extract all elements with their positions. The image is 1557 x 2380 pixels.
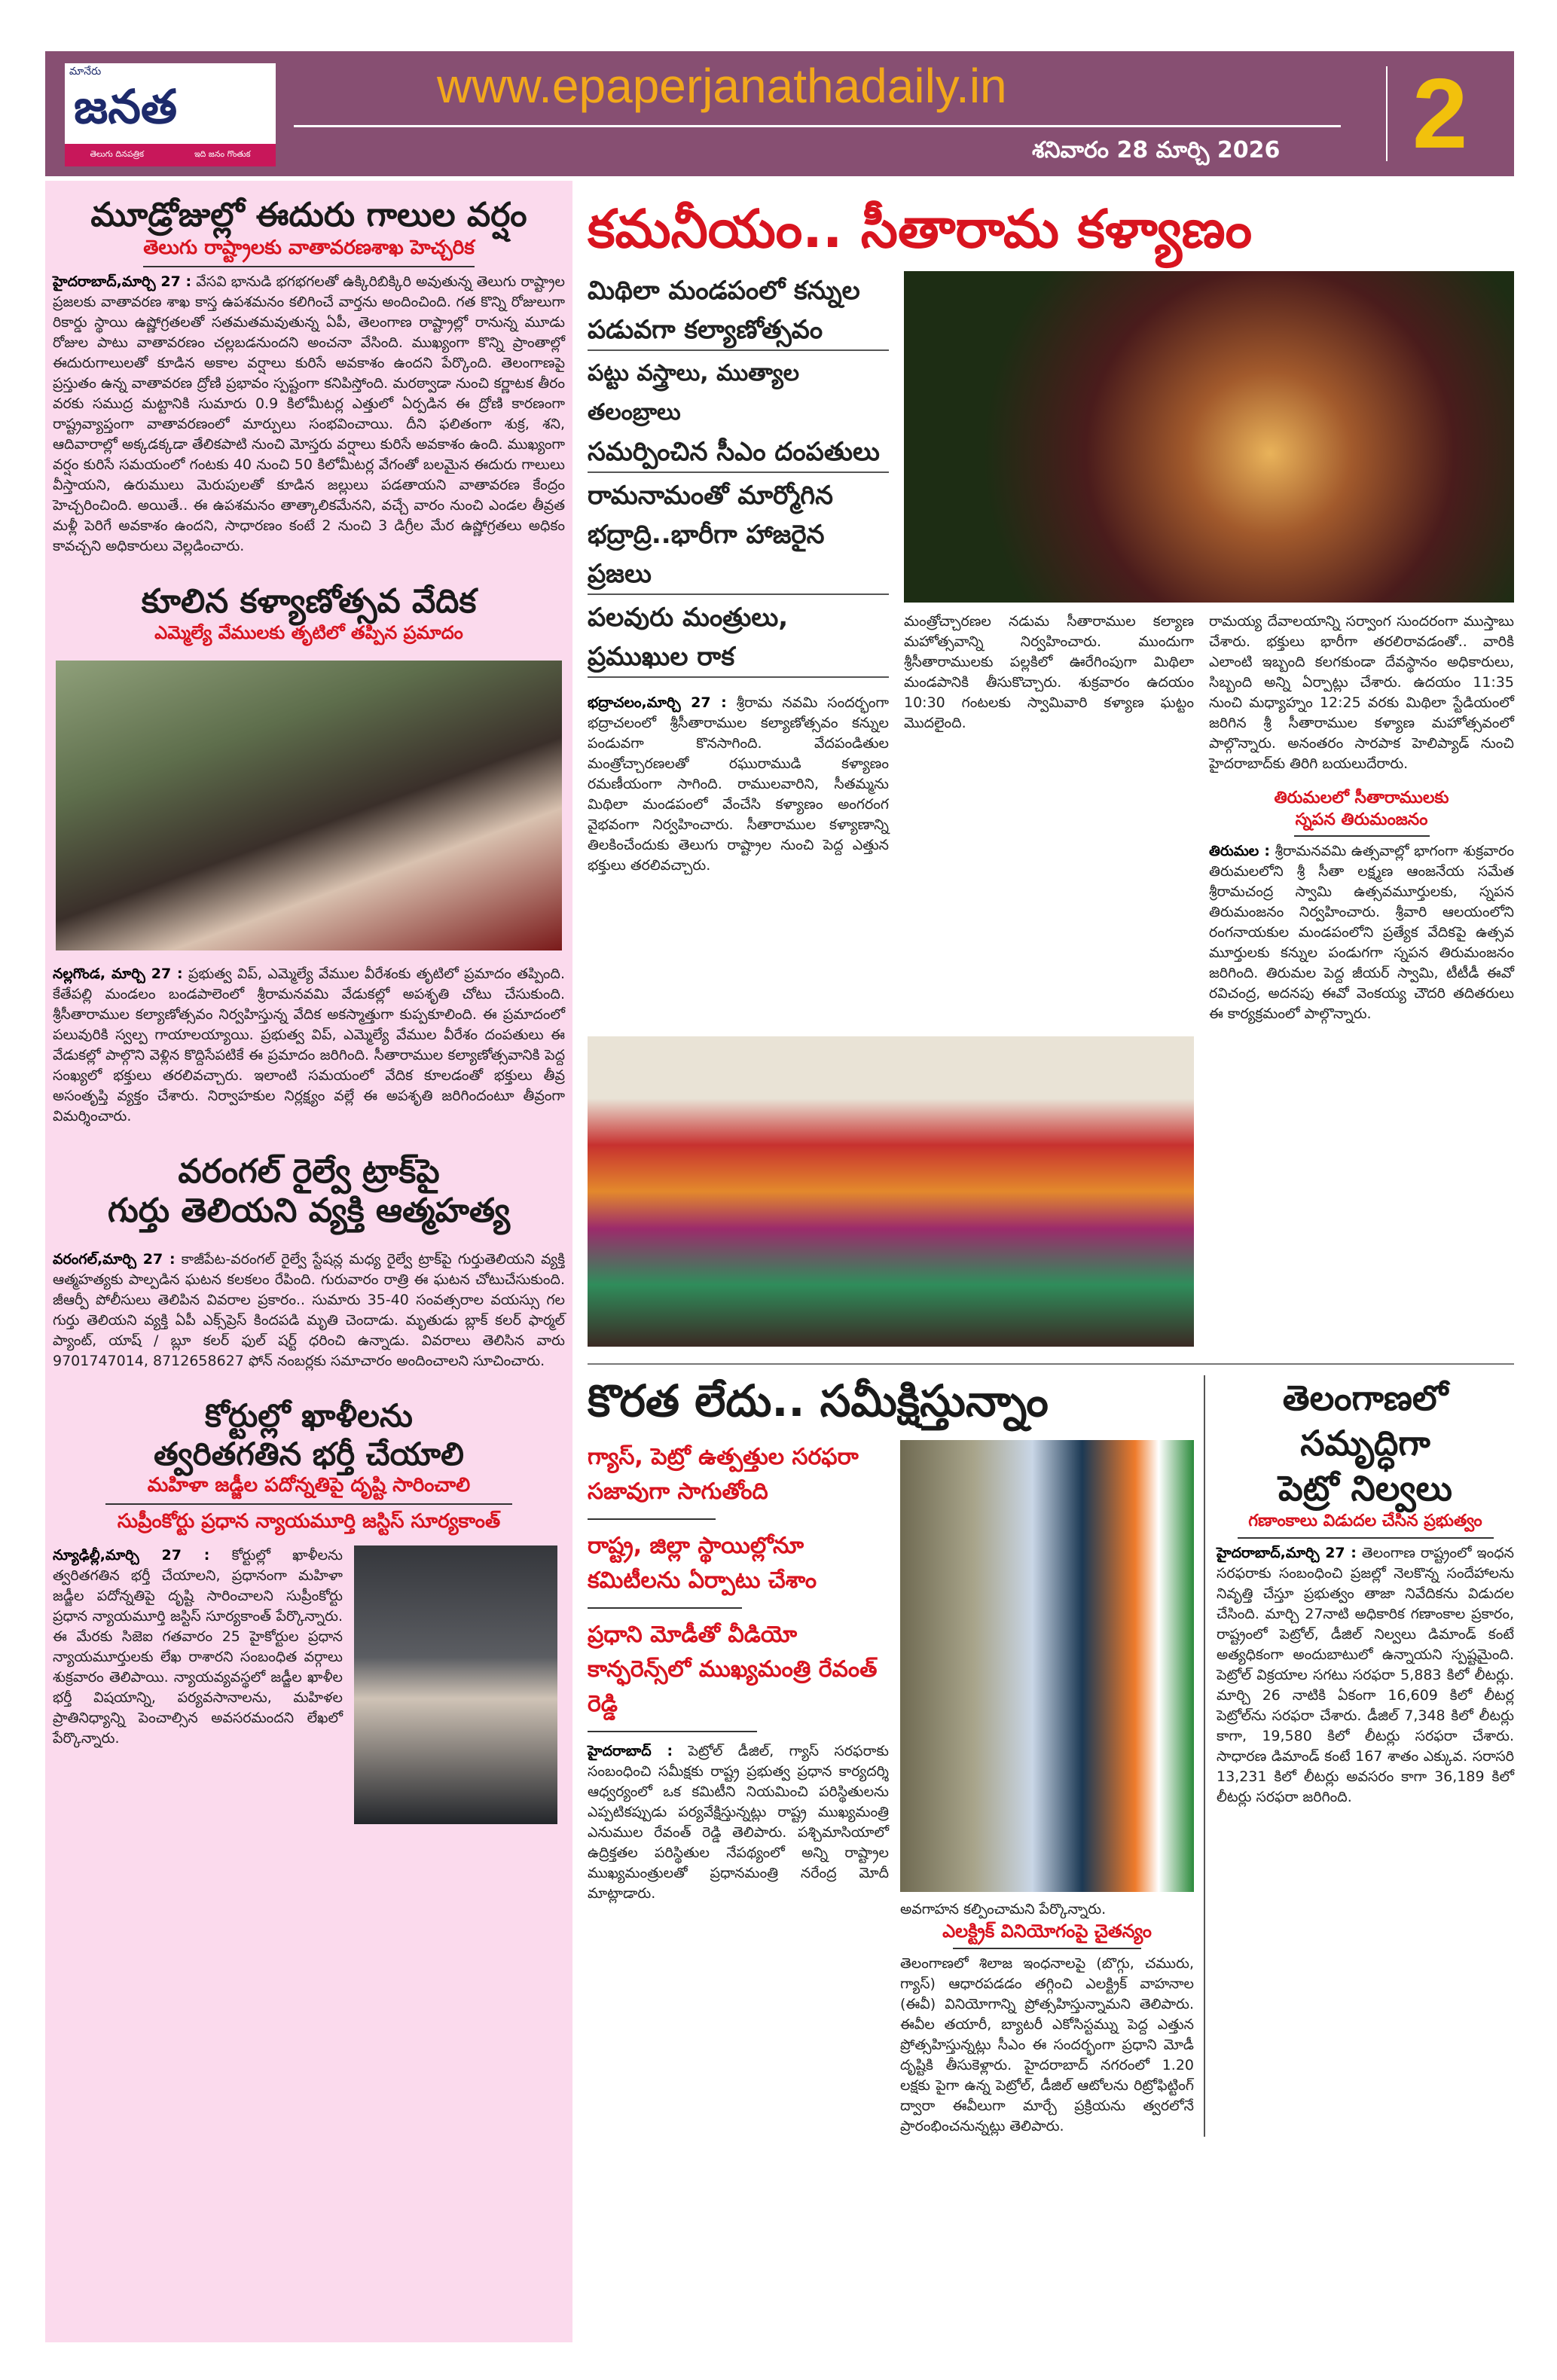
kalyanam-headline: కమనీయం.. సీతారామ కళ్యాణం [588,198,1253,260]
logo-text: జనత [74,79,178,134]
divider [588,1731,757,1732]
courts-content-row [53,1545,565,1824]
logo-prefix: మానేరు [69,66,102,78]
deck-line: సమర్పించిన సీఎం దంపతులు [588,432,889,473]
divider [105,1503,512,1505]
dateline: హైదరాబాద్,మార్చి 27 : [1217,1544,1357,1561]
railway-headline-line1: వరంగల్ రైల్వే ట్రాక్‌పై [178,1152,440,1191]
article-text: మంత్రోచ్చారణల నడుమ సీతారాముల కల్యాణ మహోత్సవాన్ని నిర్వహించారు. ముందుగా శ్రీసీతారాములకు పల్లకిలో ఊరేగింపుగా మిథిలా మండపానికి తీసుకొచ్చారు. శుక్రవారం ఉదయం 10:30 గంటలకు స్వామివారి కళ్యాణ ఘట్టం మొదలైంది. [904,613,1194,731]
weather-article [53,196,565,557]
logo-tagline-left: తెలుగు దినపత్రిక [90,149,144,159]
deck-line: భద్రాద్రి..భారీగా హాజరైన ప్రజలు [588,515,889,595]
dateline: హైదరాబాద్,మార్చి 27 : [53,273,192,290]
stage-collapse-photo [56,661,562,950]
tirumala-subhead-1: తిరుమలలో సీతారాములకు [1274,789,1449,807]
dateline: వరంగల్,మార్చి 27 : [53,1251,176,1268]
petro-subhead: గణాంకాలు విడుదల చేసిన ప్రభుత్వం [1248,1512,1482,1531]
fuel-decks [588,1440,889,1904]
fuel-ev-section [900,1440,1194,2137]
article-text: శ్రీరామనవమి ఉత్సవాల్లో భాగంగా శుక్రవారం తిరుమలలోని శ్రీ సీతా లక్ష్మణ ఆంజనేయ సమేత శ్రీరామచంద్ర స్వామి ఉత్సవమూర్తులకు, స్నపన తిరుమంజనం నిర్వహించారు. శ్రీవారి ఆలయంలోని రంగనాయకుల మండపంలోని ప్రత్యేక వేదికపై ఉత్సవ మూర్తులకు కన్నుల పండుగగా స్నపన తిరుమంజనం జరిగింది. తిరుమల పెద్ద జీయర్ స్వామి, టీటీడీ ఈవో రవిచంద్ర, అదనపు ఈవో వెంకయ్య చౌదరి తదితరులు ఈ కార్యక్రమంలో పాల్గొన్నారు. [1209,843,1514,1023]
deck-line: పలవురు మంత్రులు, ప్రముఖుల రాక [588,598,889,678]
article-text: వేసవి భానుడి భగభగలతో ఉక్కిరిబిక్కిరి అవుతున్న తెలుగు రాష్ట్రాల ప్రజలకు వాతావరణ శాఖ కాస్త ఉపశమనం కలిగించే వార్తను అందించింది. గత కొన్ని రోజులుగా రికార్డు స్థాయి ఉష్ణోగ్రతలతో సతమతమవుతున్న ఏపీ, తెలంగాణ రాష్ట్రాల్లో రానున్న మూడు రోజుల పాటు వాతావరణం చల్లబడనుందని అంచనా వేసింది. ముఖ్యంగా కొన్ని ప్రాంతాల్లో ఈదురుగాలులతో కూడిన అకాల వర్షాలు కురిసే అవకాశం ఉందని పేర్కొంది. తెలంగాణపై ప్రస్తుతం ఉన్న వాతావరణ ద్రోణి ప్రభావం స్పష్టంగా కనిపిస్తోంది. మరఠ్వాడా నుంచి కర్ణాటక తీరం వరకు సముద్ర మట్టానికి సుమారు 0.9 కిలోమీటర్ల ఎత్తులో ఏర్పడిన ఈ ద్రోణి కారణంగా రాష్ట్రవ్యాప్తంగా వాతావరణంలో మార్పులు సంభవించాయి. దీని ఫలితంగా శుక్ర, శని, ఆదివారాల్లో అక్కడక్కడా తేలికపాటి నుంచి మోస్తరు వర్షాలు కురిసే అవకాశం ఉంది. ముఖ్యంగా వర్షం కురిసే సమయంలో గంటకు 40 నుంచి 50 కిలోమీటర్ల వేగంతో బలమైన ఈదురు గాలులు వీస్తాయని, ఉరుములు మెరుపులతో కూడిన జల్లులు పడతాయని వాతావరణ కేంద్రం హెచ్చరించింది. అయితే.. ఈ ఉపశమనం తాత్కాలికమేనని, వచ్చే వారం నుంచి ఎండల తీవ్రత మళ్లీ పెరిగే అవకాశం ఉందని, సాధారణం కంటే 2 నుంచి 3 డిగ్రీల మేర ఉష్ణోగ్రతలు అధికం కావచ్చని అధికారులు వెల్లడించారు. [53,273,565,554]
masthead [45,51,1514,176]
divider [1294,835,1430,837]
courts-subhead-1: మహిళా జడ్జీల పదోన్నతిపై దృష్టి సారించాలి [147,1473,471,1497]
divider [143,266,475,267]
article-text: రామయ్య దేవాలయాన్ని సర్వాంగ సుందరంగా ముస్తాబు చేశారు. భక్తులు భారీగా తరలిరావడంతో.. వారికి ఎలాంటి ఇబ్బంది కలగకుండా దేవస్థానం అధికారులు, సిబ్బంది అన్ని ఏర్పాట్లు చేశారు. ఉదయం 11:35 నుంచి మధ్యాహ్నం 12:25 వరకు మిథిలా స్టేడియంలో జరిగిన శ్రీ సీతారాముల కళ్యాణ మహోత్సవంలో పాల్గొన్నారు. అనంతరం సారపాక హెలిప్యాడ్ నుంచి హైదరాబాద్‌కు తిరిగి బయలుదేరారు. [1209,613,1514,772]
logo-tagline-strip [65,144,276,166]
tirumala-body [1209,841,1514,1024]
section-divider [588,1363,1514,1365]
stage-collapse-article [53,582,565,1127]
collapse-headline: కూలిన కళ్యాణోత్సవ వేదిక [141,581,477,621]
fuel-deck-2: రాష్ట్ర, జిల్లా స్థాయిల్లోనూ కమిటీలను ఏర్పాటు చేశాం [588,1532,817,1594]
courts-subhead-2: సుప్రీంకోర్టు ప్రధాన న్యాయమూర్తి జస్టిస్ సూర్యకాంత్ [117,1509,501,1533]
kalyanam-body-right [1209,612,1514,774]
tirumala-subhead-2: స్నపన తిరుమంజనం [1295,810,1428,829]
masthead-vertical-divider [1386,66,1388,161]
ev-body [900,1954,1194,2137]
railway-body [53,1250,565,1372]
newspaper-logo [65,63,276,166]
fuel-deck-3: ప్రధాని మోడీతో వీడియో కాన్ఫరెన్స్‌లో ముఖ్యమంత్రి రేవంత్ రెడ్డి [588,1621,878,1717]
kalyanam-body-continued [904,612,1194,734]
deck-line: రామనామంతో మార్మోగిన [588,481,833,511]
article-text: ప్రభుత్వ విప్, ఎమ్మెల్యే వేముల వీరేశంకు తృటిలో ప్రమాదం తప్పింది. కేతేపల్లి మండలం బండపాలెంలో శ్రీరామనవమి వేడుకల్లో అపశృతి చోటు చేసుకుంది. శ్రీసీతారాముల కల్యాణోత్సవం నిర్వహిస్తున్న వేదిక అకస్మాత్తుగా కుప్పకూలింది. ఈ ప్రమాదంలో పలువురికి స్వల్ప గాయాలయ్యాయి. ప్రభుత్వ విప్, ఎమ్మెల్యే వేముల వీరేశం దంపతులు ఈ వేడుకల్లో పాల్గొని వెళ్లిన కొద్దిసేపటికే ఈ ప్రమాదం జరిగింది. సీతారాముల కల్యాణోత్సవానికి పెద్ద సంఖ్యలో భక్తులు తరలివచ్చారు. ఇలాంటి సమయంలో వేదిక కూలడంతో భక్తులు తీవ్ర అసంతృప్తి వ్యక్తం చేశారు. నిర్వాహకుల నిర్లక్ష్యం వల్లే ఈ అపశృతి జరిగిందంటూ తీవ్రంగా విమర్శించారు. [53,965,566,1124]
railway-article [53,1152,565,1372]
article-text: శ్రీరామ నవమి సందర్భంగా భద్రాచలంలో శ్రీసీతారాముల కల్యాణోత్సవం కన్నుల పండువగా కొనసాగింది. వేదపండితుల మంత్రోచ్చారణలతో రఘురాముడి కళ్యాణం రమణీయంగా సాగింది. రాములవారిని, సీతమ్మను మిథిలా మండపంలో వేంచేసి కళ్యాణం అంగరంగ వైభవంగా నిర్వహించారు. సీతారాముల కళ్యాణాన్ని తిలకించేందుకు తెలుగు రాష్ట్రాల నుంచి పెద్ద ఎత్తున భక్తులు తరలివచ్చారు. [588,694,889,874]
kalyanam-article [588,197,1514,1347]
logo-tagline-right: ఇది జనం గొంతుక [194,149,251,159]
deck-line: పడువగా కల్యాణోత్సవం [588,310,889,351]
collapse-body [53,964,565,1127]
divider [953,1948,1141,1949]
petro-headline-line1: తెలంగాణలో [1282,1378,1449,1419]
fuel-deck-1: గ్యాస్, పెట్రో ఉత్పత్తుల సరఫరా సజావుగా సాగుతోంది [588,1443,859,1505]
article-text: తెలంగాణ రాష్ట్రంలో ఇంధన సరఫరాకు సంబంధించి ప్రజల్లో నెలకొన్న సందేహాలను నివృత్తి చేస్తూ ప్రభుత్వం తాజా నివేదికను విడుదల చేసింది. మార్చి 27నాటి అధికారిక గణాంకాల ప్రకారం, రాష్ట్రంలో పెట్రోల్, డీజిల్ నిల్వలు డిమాండ్ కంటే అత్యధికంగా అందుబాటులో ఉన్నాయని స్పష్టమైంది. పెట్రోల్ విక్రయాల సగటు సరఫరా 5,883 కిలో లీటర్లు. మార్చి 26 నాటికి ఏకంగా 16,609 కిలో లీటర్ల పెట్రోల్‌ను సరఫరా చేశారు. డీజిల్ 7,348 కిలో లీటర్లు కాగా, 19,580 కిలో లీటర్లు సరఫరా చేశారు. సాధారణ డిమాండ్ కంటే 167 శాతం ఎక్కువ. సరాసరి 13,231 కిలో లీటర్లు అవసరం కాగా 36,189 కిలో లీటర్లు సరఫరా జరిగింది. [1217,1544,1515,1805]
dateline: హైదరాబాద్ : [588,1742,673,1759]
divider [588,1518,716,1520]
kalyanam-row [588,271,1514,1024]
petro-body [1217,1543,1514,1808]
kalyanam-left-column [588,271,889,876]
article-text: పెట్రోల్ డీజిల్, గ్యాస్ సరఫరాకు సంబంధించి సమీక్షకు రాష్ట్ర ప్రభుత్వ ప్రధాన కార్యదర్శి ఆధ్వర్యంలో ఒక కమిటీని నియమించి పరిస్థితులను ఎప్పటికప్పుడు పర్యవేక్షిస్తున్నట్లు రాష్ట్ర ముఖ్యమంత్రి ఎనుముల రేవంత్ రెడ్డి తెలిపారు. పశ్చిమాసియాలో ఉద్రిక్తతల పరిస్థితుల నేపథ్యంలో అన్ని రాష్ట్రాల ముఖ్యమంత్రులతో ప్రధానమంత్రి నరేంద్ర మోదీ మాట్లాడారు. [588,1742,889,1902]
kalyanam-text-row [904,612,1514,1024]
left-column [45,181,572,2342]
weather-subhead: తెలుగు రాష్ట్రాలకు వాతావరణశాఖ హెచ్చరిక [143,236,475,259]
petro-headline-line3: పెట్రో నిల్వలు [1278,1468,1452,1509]
dateline: తిరుమల : [1209,843,1270,860]
bottom-row [588,1375,1514,2137]
petro-reserves-article [1205,1375,1514,1808]
fuel-body [588,1741,889,1904]
courts-body [53,1545,343,1749]
devotees-photo [588,1036,1194,1347]
weather-body [53,272,565,557]
petro-headline-line2: సమృద్ధిగా [1300,1423,1430,1464]
fuel-article [588,1375,1205,2137]
article-text: కాజీపేట-వరంగల్ రైల్వే స్టేషన్ల మధ్య రైల్వే ట్రాక్‌పై గుర్తుతెలియని వ్యక్తి ఆత్మహత్యకు పాల్పడిన ఘటన కలకలం రేపింది. గురువారం రాత్రి ఈ ఘటన చోటుచేసుకుంది. జీఆర్పీ పోలీసులు తెలిపిన వివరాల ప్రకారం.. సుమారు 35-40 సంవత్సరాల వయస్సు గల గుర్తు తెలియని వ్యక్తి ఏపీ ఎక్స్‌ప్రెస్ కిందపడి మృతి చెందాడు. మృతుడు బ్లాక్ కలర్ ఫార్మల్ ప్యాంట్, యాష్ / బ్లూ కలర్ ఫుల్ షర్ట్ ధరించి ఉన్నాడు. వివరాలు తెలిసిన వారు 9701747014, 8712658627 ఫోన్ నంబర్లకు సమాచారం అందించాలని సూచించారు. [53,1251,565,1370]
divider [588,1607,742,1609]
divider [1238,1537,1494,1539]
ev-subhead: ఎలక్ట్రిక్ వినియోగంపై చైతన్యం [942,1920,1152,1942]
railway-headline-line2: గుర్తు తెలియని వ్యక్తి ఆత్మహత్య [107,1192,511,1231]
deck-line: మిథిలా మండపంలో కన్నుల [588,276,860,306]
main-area [588,197,1514,2137]
dateline: భద్రాచలం,మార్చి 27 : [588,694,727,711]
fuel-row [588,1440,1195,2137]
collapse-subhead: ఎమ్మెల్యే వేములకు తృటిలో తప్పిన ప్రమాదం [154,622,463,644]
tirumala-article [1209,788,1514,1024]
issue-date: శనివారం 28 మార్చి 2026 [1032,137,1281,163]
kalyanam-body [588,693,889,876]
masthead-divider [294,125,1341,127]
weather-headline: మూడ్రోజుల్లో ఈదురు గాలుల వర్షం [90,196,527,234]
fuel-headline: కొరత లేదు.. సమీక్షిస్తున్నాం [588,1375,1049,1427]
kalyanam-ceremony-photo [904,271,1514,603]
chief-minister-photo [900,1440,1194,1892]
kalyanam-right-text-column [1209,612,1514,1024]
article-text: కోర్టుల్లో ఖాళీలను త్వరితగతిన భర్తీ చేయాలని, ప్రధానంగా మహిళా జడ్జీల పదోన్నతిపై దృష్టి సారించాలని సుప్రీంకోర్టు ప్రధాన న్యాయమూర్తి జస్టిస్ సూర్యకాంత్ పేర్కొన్నారు. ఈ మేరకు సిజెఐ గతవారం 25 హైకోర్టుల ప్రధాన న్యాయమూర్తులకు లేఖ రాశారని సంబంధిత వర్గాలు శుక్రవారం తెలిపాయి. న్యాయవ్యవస్థలో జడ్జీల ఖాళీల భర్తీ విషయాన్ని, పర్యవసానాలను, మహిళల ప్రాతినిధ్యాన్ని పెంచాల్సిన అవసరమందని లేఖలో పేర్కొన్నారు. [53,1546,343,1747]
courts-article [53,1397,565,1823]
dateline: న్యూఢిల్లీ,మార్చి 27 : [53,1546,210,1564]
courts-headline-line1: కోర్టుల్లో ఖాళీలను [205,1397,413,1435]
deck-line: పట్టు వస్త్రాలు, ముత్యాల తలంబ్రాలు [588,360,799,426]
kalyanam-decks [588,271,889,678]
photo-caption-text: అవగాహన కల్పించామని పేర్కొన్నారు. [900,1900,1107,1918]
kalyanam-right-area [904,271,1514,1024]
page-number: 2 [1412,58,1468,169]
website-url[interactable]: www.epaperjanathadaily.in [437,59,1007,113]
courts-headline-line2: త్వరితగతిన భర్తీ చేయాలి [154,1435,464,1472]
dateline: నల్లగొండ, మార్చి 27 : [53,965,183,982]
chief-justice-photo [354,1545,557,1824]
article-text: తెలంగాణలో శిలాజ ఇంధనాలపై (బొగ్గు, చమురు, గ్యాస్) ఆధారపడడం తగ్గించి ఎలక్ట్రిక్ వాహనాల (ఈవీ) వినియోగాన్ని ప్రోత్సహిస్తున్నామని తెలిపారు. ఈవీల తయారీ, బ్యాటరీ ఎకోసిస్టమ్ను పెద్ద ఎత్తున ప్రోత్సహిస్తున్నట్లు సీఎం ఈ సందర్భంగా ప్రధాని మోడీ దృష్టికి తీసుకెళ్లారు. హైదరాబాద్ నగరంలో 1.20 లక్షకు పైగా ఉన్న పెట్రోల్, డీజిల్ ఆటోలను రిట్రోఫిట్టింగ్ ద్వారా ఈవీలుగా మార్చే ప్రక్రియను త్వరలోనే ప్రారంభించనున్నట్లు తెలిపారు. [900,1954,1194,2134]
